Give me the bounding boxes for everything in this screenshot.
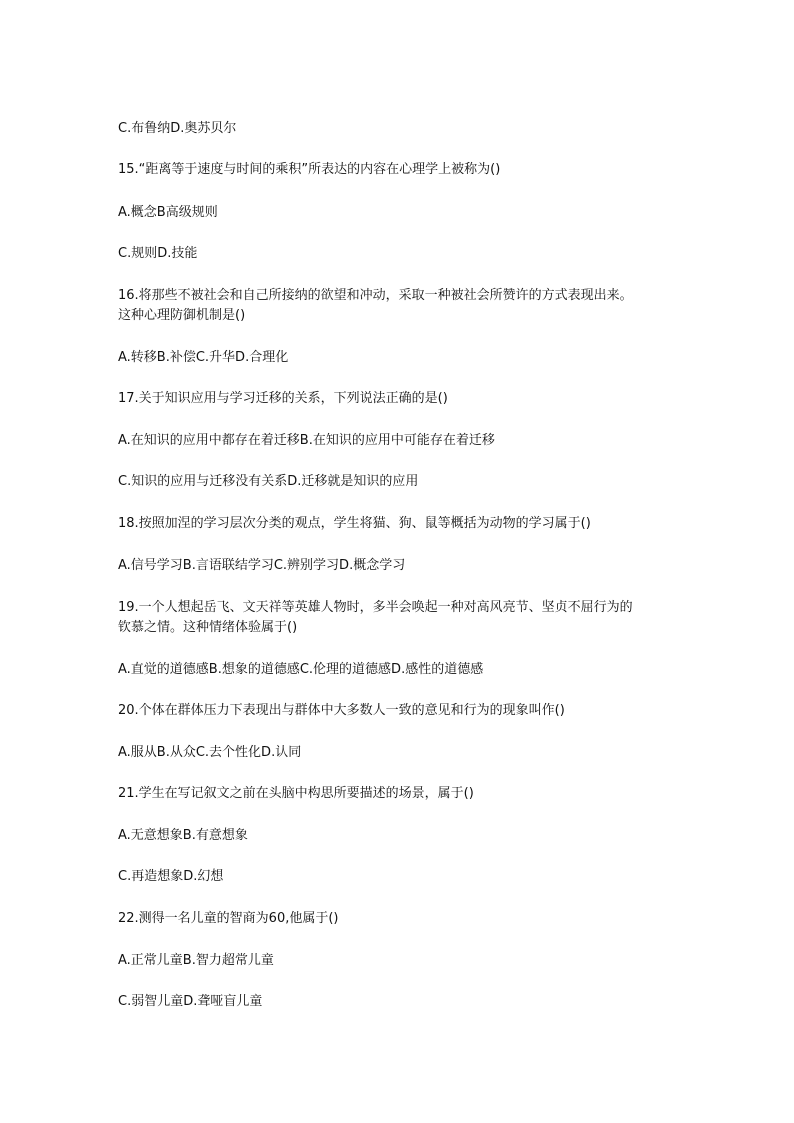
question-19-line-1: 19.一个人想起岳飞、文天祥等英雄人物时，多半会唤起一种对高风亮节、坚贞不屈行为的 [118,600,633,615]
question-16-line-2: 这种心理防御机制是() [118,308,246,323]
answer-options-line: C.布鲁纳D.奥苏贝尔 [118,121,237,136]
answer-options-line: A.直觉的道德感B.想象的道德感C.伦理的道德感D.感性的道德感 [118,662,484,677]
question-16-line-1: 16.将那些不被社会和自己所接纳的欲望和冲动，采取一种被社会所赞许的方式表现出来。 [118,288,633,303]
question-15: 15.“距离等于速度与时间的乘积”所表达的内容在心理学上被称为() [118,162,501,177]
answer-options-line: A.正常儿童B.智力超常儿童 [118,953,274,968]
question-22: 22.测得一名儿童的智商为60,他属于() [118,911,339,926]
answer-options-line: A.无意想象B.有意想象 [118,828,248,843]
answer-options-line: A.服从B.从众C.去个性化D.认同 [118,745,302,760]
answer-options-line: A.转移B.补偿C.升华D.合理化 [118,350,289,365]
answer-options-line: C.规则D.技能 [118,246,198,261]
answer-options-line: A.概念B高级规则 [118,205,218,220]
question-17: 17.关于知识应用与学习迁移的关系，下列说法正确的是() [118,391,448,406]
answer-options-line: C.弱智儿童D.聋哑盲儿童 [118,994,263,1009]
answer-options-line: A.在知识的应用中都存在着迁移B.在知识的应用中可能存在着迁移 [118,433,495,448]
question-18: 18.按照加涅的学习层次分类的观点，学生将猫、狗、鼠等概括为动物的学习属于() [118,516,591,531]
answer-options-line: C.知识的应用与迁移没有关系D.迁移就是知识的应用 [118,474,419,489]
question-21: 21.学生在写记叙文之前在头脑中构思所要描述的场景，属于() [118,786,474,801]
answer-options-line: A.信号学习B.言语联结学习C.辨别学习D.概念学习 [118,558,406,573]
answer-options-line: C.再造想象D.幻想 [118,869,224,884]
question-19-line-2: 钦慕之情。这种情绪体验属于() [118,620,298,635]
question-20: 20.个体在群体压力下表现出与群体中大多数人一致的意见和行为的现象叫作() [118,703,565,718]
